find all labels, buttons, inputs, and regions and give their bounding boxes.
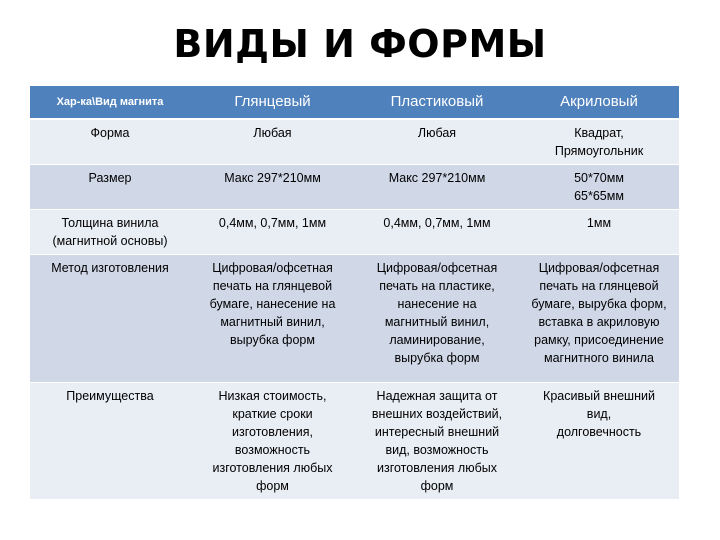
table-cell: 0,4мм, 0,7мм, 1мм (355, 210, 519, 255)
comparison-table (30, 86, 679, 500)
table-row (30, 165, 679, 210)
row-label: Преимущества (30, 383, 190, 500)
table-cell: 0,4мм, 0,7мм, 1мм (190, 210, 355, 255)
table-cell: Макс 297*210мм (190, 165, 355, 210)
table-row (30, 383, 679, 500)
table-cell: Надежная защита от внешних воздействий, интересный внешний вид, возможность изготовления любых форм (355, 383, 519, 500)
table-cell: 50*70мм 65*65мм (519, 165, 679, 210)
table-cell: Любая (355, 119, 519, 165)
row-label: Размер (30, 165, 190, 210)
header-plastic: Пластиковый (355, 86, 519, 119)
header-glossy: Глянцевый (190, 86, 355, 119)
header-acrylic: Акриловый (519, 86, 679, 119)
table-cell: Макс 297*210мм (355, 165, 519, 210)
table-cell: Квадрат, Прямоугольник (519, 119, 679, 165)
table-cell: Красивый внешний вид, долговечность (519, 383, 679, 500)
table-cell: 1мм (519, 210, 679, 255)
table-row (30, 119, 679, 165)
table-cell: Цифровая/офсетная печать на глянцевой бумаге, вырубка форм, вставка в акриловую рамку, присоединение магнитного винила (519, 255, 679, 383)
row-label: Метод изготовления (30, 255, 190, 383)
table-row (30, 210, 679, 255)
table-cell: Цифровая/офсетная печать на глянцевой бумаге, нанесение на магнитный винил, вырубка форм (190, 255, 355, 383)
table-cell: Цифровая/офсетная печать на пластике, нанесение на магнитный винил, ламинирование, вырубка форм (355, 255, 519, 383)
row-label: Форма (30, 119, 190, 165)
table-row (30, 255, 679, 383)
table-cell: Любая (190, 119, 355, 165)
page-title: ВИДЫ И ФОРМЫ (173, 22, 547, 66)
table-header-row (30, 86, 679, 119)
table-cell: Низкая стоимость, краткие сроки изготовления, возможность изготовления любых форм (190, 383, 355, 500)
row-label: Толщина винила (магнитной основы) (30, 210, 190, 255)
header-characteristic: Хар-ка\Вид магнита (30, 86, 190, 119)
